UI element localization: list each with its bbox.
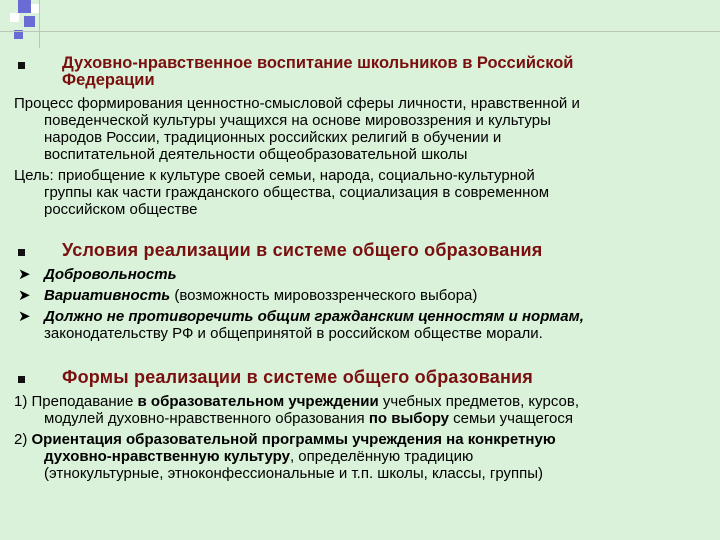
top-rule [0, 31, 720, 32]
bullet-square-icon [18, 376, 25, 383]
goal-line: : приобщение к культуре своей семьи, народа, социально-культурной [49, 167, 535, 184]
corner-square [18, 0, 31, 13]
process-line: Процесс формирования ценностно-смысловой сферы личности, нравственной и [14, 95, 580, 112]
arrow-bullet-icon: ➤ [18, 266, 31, 283]
condition-item [44, 266, 704, 283]
condition-norms-line2: законодательству РФ и общепринятой в российском обществе морали. [44, 325, 543, 342]
form2-text: , определённую традицию [289, 448, 474, 465]
goal-line: российском обществе [44, 201, 198, 218]
arrow-bullet-icon: ➤ [18, 287, 31, 304]
arrow-bullet-icon: ➤ [18, 308, 31, 325]
form-item-2 [14, 431, 704, 482]
section2-heading: Условия реализации в системе общего образования [62, 240, 543, 260]
condition-variability: Вариативность [44, 287, 171, 304]
form2-text: (этнокультурные, этноконфессиональные и т.п. школы, классы, группы) [44, 465, 544, 482]
left-rule [39, 0, 40, 48]
form2-bold: духовно-нравственную культуру [44, 448, 290, 465]
condition-item [44, 308, 704, 342]
bullet-square-icon [18, 62, 25, 69]
section1-heading [62, 55, 573, 89]
goal-paragraph [14, 167, 704, 218]
corner-square [10, 13, 19, 22]
form1-text: 1) Преподавание [14, 393, 138, 410]
process-paragraph [14, 95, 704, 163]
goal-label: Цель [14, 167, 50, 184]
condition-variability-note: (возможность мировоззренческого выбора) [170, 287, 478, 304]
process-line: поведенческой культуры учащихся на основе мировоззрения и культуры [44, 112, 551, 129]
bullet-square-icon [18, 249, 25, 256]
section3-heading: Формы реализации в системе общего образования [62, 367, 533, 387]
form1-bold: в образовательном учреждении [137, 393, 379, 410]
corner-decoration [0, 0, 60, 50]
condition-norms: Должно не противоречить общим гражданским ценностям и нормам, [44, 308, 584, 325]
form1-text: семьи учащегося [449, 410, 573, 427]
form1-text: учебных предметов, курсов, [378, 393, 579, 410]
form2-number: 2) [14, 431, 32, 448]
form1-bold: по выбору [368, 410, 449, 427]
condition-item [44, 287, 704, 304]
form2-bold: Ориентация образовательной программы учреждения на конкретную [31, 431, 556, 448]
process-line: народов России, традиционных российских религий в обучении и [44, 129, 502, 146]
section1-heading-line2: Федерации [62, 71, 155, 89]
corner-square [24, 16, 35, 27]
section1-heading-line1: Духовно-нравственное воспитание школьников в Российской [62, 54, 574, 72]
goal-line: группы как части гражданского общества, социализация в современном [44, 184, 550, 201]
condition-voluntary: Добровольность [44, 266, 177, 283]
form-item-1 [14, 393, 704, 427]
form1-text: модулей духовно-нравственного образования [44, 410, 369, 427]
process-line: воспитательной деятельности общеобразовательной школы [44, 146, 468, 163]
